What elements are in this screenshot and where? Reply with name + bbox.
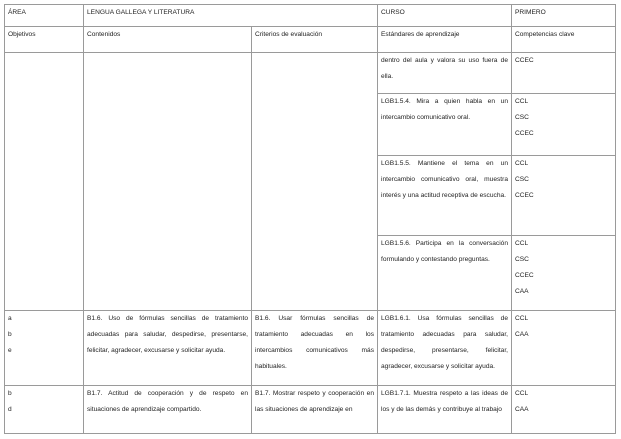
objetivos-cell <box>5 311 84 386</box>
criterio-text: B1.7. Mostrar respeto y cooperación en las situaciones de aprendizaje en <box>252 386 378 434</box>
objetivo-code: b <box>8 390 12 397</box>
competencia-code: CAA <box>515 288 529 295</box>
competencia-code: CCEC <box>515 130 534 137</box>
contenido-text: B1.6. Uso de fórmulas sencillas de tratamiento adecuadas para saludar, despedirse, presentarse, felicitar, agradecer, excusarse y solicitar ayuda. <box>84 311 252 386</box>
col-criterios: Criterios de evaluación <box>252 27 378 53</box>
col-competencias: Competencias clave <box>512 27 616 53</box>
criterio-text: B1.6. Usar fórmulas sencillas de tratamiento adecuadas en los intercambios comunicativos más habituales. <box>252 311 378 386</box>
objetivo-code: e <box>8 347 12 354</box>
competencia-code: CCEC <box>515 272 534 279</box>
curriculum-page <box>4 4 615 435</box>
competencias-cell <box>512 386 616 434</box>
competencia-code: CCL <box>515 240 529 247</box>
objetivos-cell <box>5 53 84 311</box>
competencia-code: CAA <box>515 406 529 413</box>
curso-value: PRIMERO <box>512 5 616 27</box>
competencia-code: CAA <box>515 331 529 338</box>
objetivo-code: d <box>8 406 12 413</box>
competencia-code: CCL <box>515 315 529 322</box>
area-label: ÁREA <box>5 5 84 27</box>
competencia-code: CCEC <box>515 192 534 199</box>
objetivos-cell <box>5 386 84 434</box>
curso-label: CURSO <box>378 5 512 27</box>
continuation-row <box>5 53 616 94</box>
block-b17-row <box>5 386 616 434</box>
competencia-code: CSC <box>515 256 529 263</box>
competencia-code: CSC <box>515 114 529 121</box>
header-row <box>5 5 616 27</box>
col-estandares: Estándares de aprendizaje <box>378 27 512 53</box>
competencia-code: CCL <box>515 390 529 397</box>
col-objetivos: Objetivos <box>5 27 84 53</box>
competencias-cell <box>512 311 616 386</box>
column-header-row <box>5 27 616 53</box>
competencias-cell <box>512 236 616 311</box>
estandar-text: LGB1.7.1. Muestra respeto a las ideas de los y de las demás y contribuye al trabajo <box>378 386 512 434</box>
block-b16-row <box>5 311 616 386</box>
curriculum-table <box>4 4 616 434</box>
estandar-continuation: dentro del aula y valora su uso fuera de ella. <box>378 53 512 94</box>
competencia-code: CCL <box>515 98 529 105</box>
estandar-text: LGB1.5.5. Mantiene el tema en un intercambio comunicativo oral, muestra interés y una actitud receptiva de escucha. <box>378 156 512 236</box>
competencias-cell <box>512 156 616 236</box>
criterios-cell <box>252 53 378 311</box>
competencias-cell <box>512 94 616 156</box>
estandar-text: LGB1.5.4. Mira a quien habla en un intercambio comunicativo oral. <box>378 94 512 156</box>
objetivo-code: a <box>8 315 12 322</box>
competencias-cell <box>512 53 616 94</box>
subject-name: LENGUA GALLEGA Y LITERATURA <box>84 5 378 27</box>
objetivo-code: b <box>8 331 12 338</box>
competencia-code: CCEC <box>515 57 534 64</box>
competencia-code: CSC <box>515 176 529 183</box>
estandar-text: LGB1.5.6. Participa en la conversación formulando y contestando preguntas. <box>378 236 512 311</box>
contenido-text: B1.7. Actitud de cooperación y de respeto en situaciones de aprendizaje compartido. <box>84 386 252 434</box>
col-contenidos: Contenidos <box>84 27 252 53</box>
contenidos-cell <box>84 53 252 311</box>
competencia-code: CCL <box>515 160 529 167</box>
estandar-text: LGB1.6.1. Usa fórmulas sencillas de tratamiento adecuadas para saludar, despedirse, presentarse, felicitar, agradecer, excusarse y solicitar ayuda. <box>378 311 512 386</box>
